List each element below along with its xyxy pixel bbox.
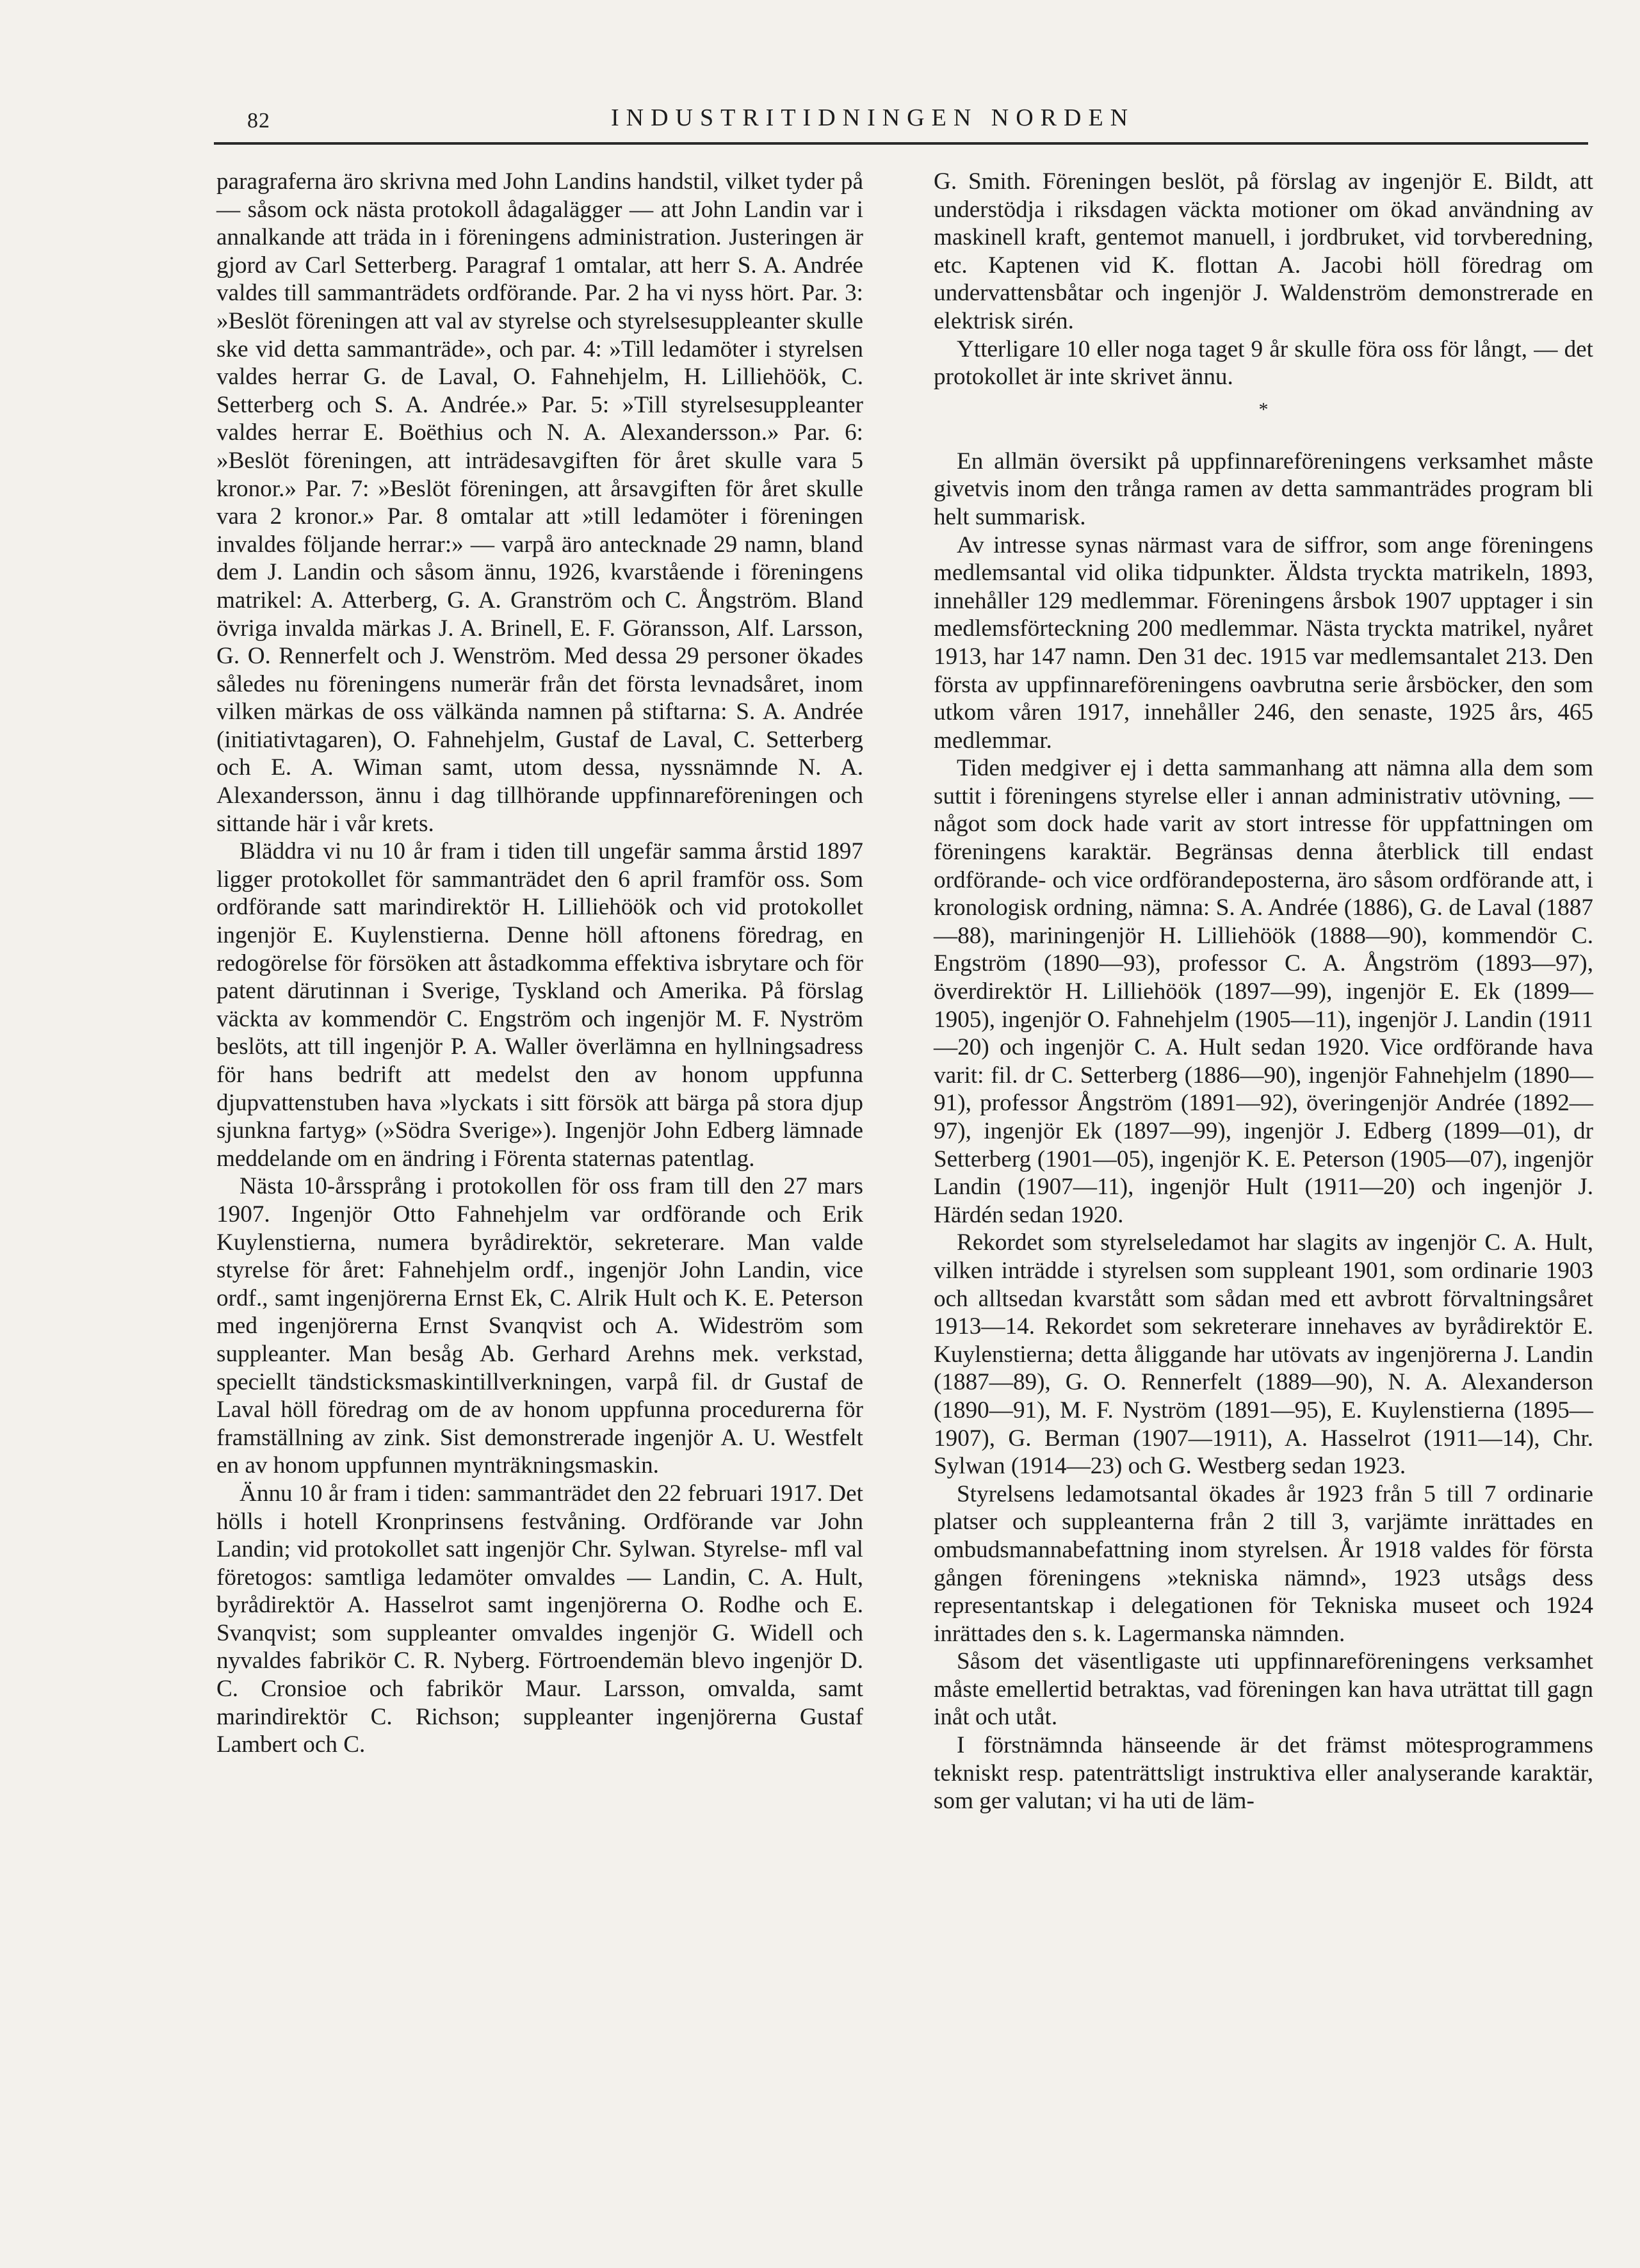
paragraph: I förstnämnda hänseende är det främst mötesprogrammens tekniskt resp. patenträttsligt instruktiva eller analyserande karaktär, som ger valutan; vi ha uti de läm-: [934, 1732, 1593, 1815]
page-header: [214, 104, 1588, 140]
paragraph: Tiden medgiver ej i detta sammanhang att nämna alla dem som suttit i föreningens styrelse eller i annan administrativ utövning, — något som dock hade varit av stort intresse för uppfattningen om föreningens karaktär. Begränsas denna återblick till endast ordförande- och vice ordförandeposterna, äro såsom ordförande att, i kronologisk ordning, nämna: S. A. Andrée (1886), G. de Laval (1887—88), mariningenjör H. Lilliehöök (1888—90), kommendör C. Engström (1890—93), professor C. A. Ångström (1893—97), överdirektör H. Lilliehöök (1897—99), ingenjör E. Ek (1899—1905), ingenjör O. Fahnehjelm (1905—11), ingenjör J. Landin (1911—20) och ingenjör C. A. Hult sedan 1920. Vice ordförande hava varit: fil. dr C. Setterberg (1886—90), ingenjör Fahnehjelm (1890—91), professor Ångström (1891—92), överingenjör Andrée (1892—97), ingenjör Ek (1897—99), ingenjör J. Edberg (1899—01), dr Setterberg (1901—05), ingenjör K. E. Peterson (1905—07), ingenjör Landin (1907—11), ingenjör Hult (1911—20) och ingenjör J. Härdén sedan 1920.: [934, 755, 1593, 1228]
paragraph: Rekordet som styrelseledamot har slagits av ingenjör C. A. Hult, vilken inträdde i styrelsen som suppleant 1901, som ordinarie 1903 och alltsedan kvarstått som sådan med ett avbrott förvaltningsåret 1913—14. Rekordet som sekreterare innehaves av byrådirektör E. Kuylenstierna; detta åliggande har utövats av ingenjörerna J. Landin (1887—89), G. O. Rennerfelt (1889—90), N. A. Alexanderson (1890—91), M. F. Nyström (1891—95), E. Kuylenstierna (1895—1907), G. Berman (1907—1911), A. Hasselrot (1911—14), Chr. Sylwan (1914—23) och G. Westberg sedan 1923.: [934, 1229, 1593, 1480]
paragraph: Nästa 10-årssprång i protokollen för oss fram till den 27 mars 1907. Ingenjör Otto Fahnehjelm var ordförande och Erik Kuylenstierna, numera byrådirektör, sekreterare. Man valde styrelse för året: Fahnehjelm ordf., ingenjör John Landin, vice ordf., samt ingenjörerna Ernst Ek, C. Alrik Hult och K. E. Peterson med ingenjörerna Ernst Svanqvist och A. Wideström som suppleanter. Man besåg Ab. Gerhard Arehns mek. verkstad, speciellt tändsticksmaskintillverkningen, varpå fil. dr Gustaf de Laval höll föredrag om de av honom uppfunna procedurerna för framställning av zink. Sist demonstrerade ingenjör A. U. Westfelt en av honom uppfunnen mynträkningsmaskin.: [216, 1173, 863, 1479]
paragraph: Ytterligare 10 eller noga taget 9 år skulle föra oss för långt, — det protokollet är inte skrivet ännu.: [934, 336, 1593, 391]
section-separator: *: [1258, 398, 1269, 420]
paragraph: Ännu 10 år fram i tiden: sammanträdet den 22 februari 1917. Det hölls i hotell Kronprinsens festvåning. Ordförande var John Landin; vid protokollet satt ingenjör Chr. Sylwan. Styrelse- mfl val företogos: samtliga ledamöter omvaldes — Landin, C. A. Hult, byrådirektör A. Hasselrot samt ingenjörerna O. Rodhe och E. Svanqvist; som suppleanter omvaldes ingenjör G. Widell och nyvaldes fabrikör C. R. Nyberg. Förtroendemän blevo ingenjör D. C. Cronsioe och fabrikör Maur. Larsson, omvalda, samt marindirektör C. Richson; suppleanter ingenjörerna Gustaf Lambert och C.: [216, 1480, 863, 1758]
left-column: [216, 168, 863, 1759]
right-column: [934, 168, 1593, 1815]
paragraph: Av intresse synas närmast vara de siffror, som ange föreningens medlemsantal vid olika tidpunkter. Äldsta tryckta matrikeln, 1893, innehåller 129 medlemmar. Föreningens årsbok 1907 upptager i sin medlemsförteckning 200 medlemmar. Nästa tryckta matrikel, nyåret 1913, har 147 namn. Den 31 dec. 1915 var medlemsantalet 213. Den första av uppfinnareföreningens oavbrutna serie årsböcker, den som utkom våren 1917, innehåller 246, den senaste, 1925 års, 465 medlemmar.: [934, 531, 1593, 754]
paragraph: Bläddra vi nu 10 år fram i tiden till ungefär samma årstid 1897 ligger protokollet för sammanträdet den 6 april framför oss. Som ordförande satt marindirektör H. Lilliehöök och vid protokollet ingenjör E. Kuylenstierna. Denne höll aftonens föredrag, en redogörelse för försöken att åstadkomma effektiva isbrytare och för patent därutinnan i Sverige, Tyskland och Amerika. På förslag väckta av kommendör C. Engström och ingenjör M. F. Nyström beslöts, att till ingenjör P. A. Waller överlämna en hyllningsadress för hans bedrift att medelst den av honom uppfunna djupvattenstuben hava »lyckats i sitt försök att bärga på stora djup sjunkna fartyg» (»Södra Sverige»). Ingenjör John Edberg lämnade meddelande om en ändring i Förenta staternas patentlag.: [216, 838, 863, 1172]
paragraph: Såsom det väsentligaste uti uppfinnareföreningens verksamhet måste emellertid betraktas, vad föreningen kan hava uträttat till gagn inåt och utåt.: [934, 1648, 1593, 1731]
paragraph: Styrelsens ledamotsantal ökades år 1923 från 5 till 7 ordinarie platser och suppleanterna från 2 till 3, varjämte inrättades en ombudsmannabefattning inom styrelsen. År 1918 valdes för första gången föreningens »tekniska nämnd», 1923 utsågs dess representantskap i delegationen för Tekniska museet och 1924 inrättades den s. k. Lagermanska nämnden.: [934, 1480, 1593, 1647]
journal-title: INDUSTRITIDNINGEN NORDEN: [611, 104, 1135, 131]
paragraph: paragraferna äro skrivna med John Landins handstil, vilket tyder på — såsom ock nästa protokoll ådagalägger — att John Landin var i annalkande att träda in i föreningens administration. Justeringen är gjord av Carl Setterberg. Paragraf 1 omtalar, att herr S. A. Andrée valdes till sammanträdets ordförande. Par. 2 ha vi nyss hört. Par. 3: »Beslöt föreningen att val av styrelse och styrelsesuppleanter skulle ske vid detta sammanträde», och par. 4: »Till ledamöter i styrelsen valdes herrar G. de Laval, O. Fahnehjelm, H. Lilliehöök, C. Setterberg och S. A. Andrée.» Par. 5: »Till styrelsesuppleanter valdes herrar E. Boëthius och N. A. Alexandersson.» Par. 6: »Beslöt föreningen, att inträdesavgiften för året skulle vara 5 kronor.» Par. 7: »Beslöt föreningen, att årsavgiften för året skulle vara 2 kronor.» Par. 8 omtalar att »till ledamöter i föreningen invaldes följande herrar:» — varpå äro antecknade 29 namn, bland dem J. Landin och såsom ännu, 1926, kvarstående i föreningens matrikel: A. Atterberg, G. A. Granström och C. Ångström. Bland övriga invalda märkas J. A. Brinell, E. F. Göransson, Alf. Larsson, G. O. Rennerfelt och J. Wenström. Med dessa 29 personer ökades således nu föreningens numerär från det första levnadsåret, inom vilken märkas de oss välkända namnen på stiftarna: S. A. Andrée (initiativtagaren), O. Fahnehjelm, Gustaf de Laval, C. Setterberg och E. A. Wiman samt, utom dessa, nyssnämnde N. A. Alexandersson, ännu i dag tillhörande uppfinnareföreningen och sittande här i vår krets.: [216, 168, 863, 837]
page-number: 82: [247, 109, 270, 133]
paragraph: G. Smith. Föreningen beslöt, på förslag av ingenjör E. Bildt, att understödja i riksdagen väckta motioner om ökad användning av maskinell kraft, gentemot manuell, i jordbruket, vid torvberedning, etc. Kaptenen vid K. flottan A. Jacobi höll föredrag om undervattensbåtar och ingenjör J. Waldenström demonstrerade en elektrisk sirén.: [934, 168, 1593, 334]
header-rule: [214, 142, 1588, 145]
paragraph: En allmän översikt på uppfinnareföreningens verksamhet måste givetvis inom den trånga ramen av detta sammanträdes program bli helt summarisk.: [934, 448, 1593, 530]
